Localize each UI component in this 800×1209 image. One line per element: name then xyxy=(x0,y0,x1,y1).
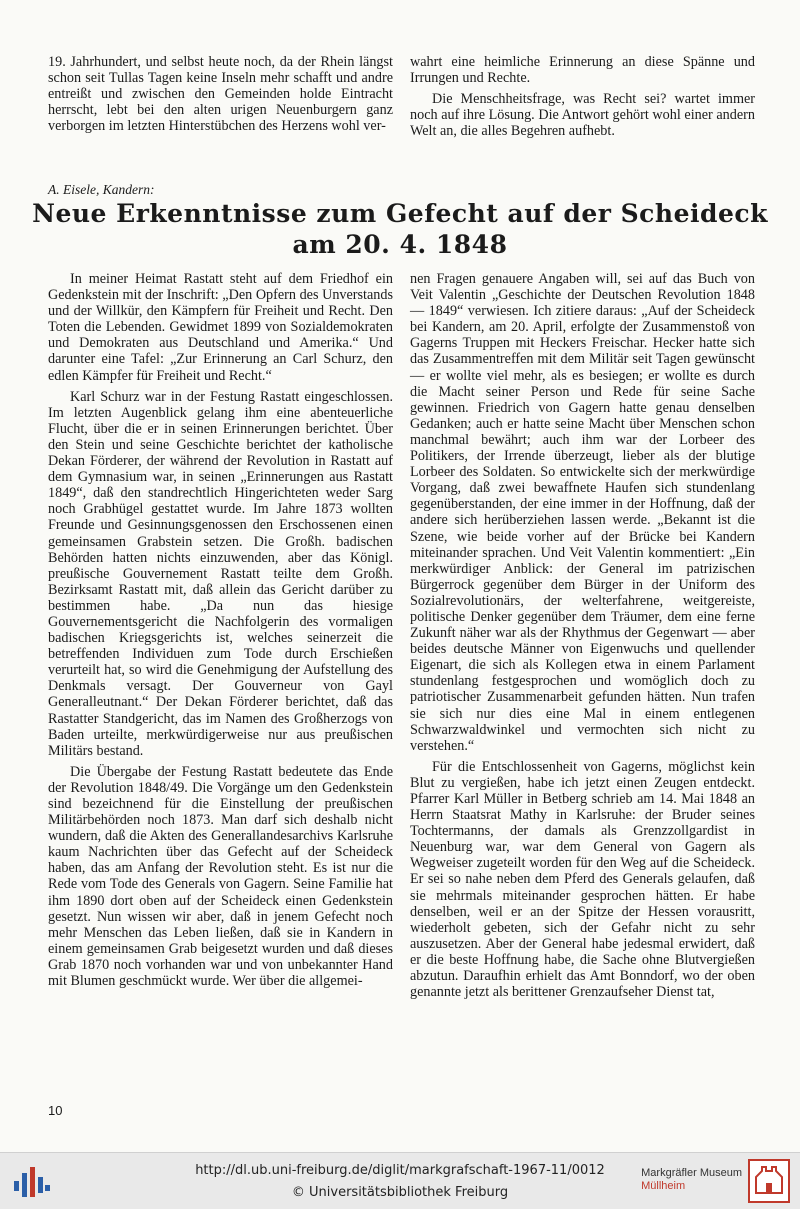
article-paragraph: Für die Entschlossenheit von Gagerns, möglichst kein Blut zu vergießen, habe ich jetzt einen Zeugen entdeckt. Pfarrer Karl Müller in Betberg schrieb am 14. Mai 1848 an Herrn Staatsrat Mathy in Karlsruhe: der Bruder seines Tochtermanns, der damals als Grenzzollgardist in Neuenburg war, war dem General von Gagern als Wegweiser zugeteilt worden für den Weg auf die Scheideck. Er sei so nahe neben dem Pferd des Generals gelaufen, daß sie mehrmals miteinander gesprochen hätten. Er habe denselben, weil er an der Spitze der Hessen vorausritt, wiederholt gebeten, sich der Gefahr nicht zu sehr auszusetzen. Aber der General habe jedesmal erwidert, daß er die beste Hoffnung habe, die Sache ohne Blutvergießen abzutun. Daraufhin erhielt das Amt Bonndorf, wo der oben genannte jetzt als berittener Grenzaufseher Dienst tat, xyxy=(410,758,755,1001)
top-left-paragraph: 19. Jahrhundert, und selbst heute noch, da der Rhein längst schon seit Tullas Tagen keine Inseln mehr schafft und andre entreißt und zwischen den Gemeinden holde Eintracht herrscht, lebt bei den alten urigen Neuenburgern ganz verborgen im letzten Hinterstübchen des Herzens wohl ver- xyxy=(48,54,393,135)
article-title-line-1: Neue Erkenntnisse zum Gefecht auf der Scheideck xyxy=(32,199,768,228)
museum-place: Müllheim xyxy=(641,1180,686,1192)
article-paragraph: Die Übergabe der Festung Rastatt bedeutete das Ende der Revolution 1848/49. Die Vorgänge um den Gedenkstein sind bezeichnend für die Einstellung der preußischen Militärbehörden noch 1873. Man darf sich deshalb nicht wundern, daß die Akten des Generallandesarchivs Karlsruhe kaum Nachrichten über das Gefecht auf der Scheideck haben, das am Anfang der Revolution steht. Es ist nur die Rede vom Tode des Generals von Gagern. Seine Familie hat ihm 1890 dort oben auf der Scheideck einen Gedenkstein gesetzt. Nun wissen wir aber, daß in jenem Gefecht noch mehr Menschen das Leben ließen, daß sie in Kandern in einem gemeinsamen Grab beigesetzt wurden und daß dieses Grab 1870 noch vorhanden war und von unbekannter Hand mit Blumen geschmückt wurde. Wer über die allgemei- xyxy=(48,763,393,990)
museum-label xyxy=(641,1167,742,1193)
article-author: A. Eisele, Kandern: xyxy=(48,182,155,197)
page-number: 10 xyxy=(48,1103,63,1118)
top-right-paragraph-1: wahrt eine heimliche Erinnerung an diese Spänne und Irrungen und Rechte. xyxy=(410,54,755,87)
top-left-column xyxy=(48,54,393,134)
article-title-line-2: am 20. 4. 1848 xyxy=(292,230,508,259)
article-paragraph: In meiner Heimat Rastatt steht auf dem Friedhof ein Gedenkstein mit der Inschrift: „Den Opfern des Unverstands und der Willkür, den Kämpfern für Freiheit und Recht. Den Toten die Lebenden. Gewidmet 1899 von Sozialdemokraten und Demokraten aus Deutschland und Amerika.“ Und darunter eine Tafel: „Zur Erinnerung an Carl Schurz, den edlen Kämpfer für Freiheit und Recht.“ xyxy=(48,271,393,384)
top-right-paragraph-2: Die Menschheitsfrage, was Recht sei? wartet immer noch auf ihre Lösung. Die Antwort gehört wohl einer andern Welt an, die alles Begehren aufhebt. xyxy=(410,91,755,140)
source-url-link[interactable]: http://dl.ub.uni-freiburg.de/diglit/markgrafschaft-1967-11/0012 xyxy=(195,1163,605,1178)
article-paragraph: Karl Schurz war in der Festung Rastatt eingeschlossen. Im letzten Augenblick gelang ihm eine abenteuerliche Flucht, über die er in seinen Erinnerungen berichtet. Über den Stein und seine Geschichte berichtet der katholische Dekan Förderer, der während der Revolution in Rastatt auf dem Gymnasium war, in seinen „Erinnerungen aus Rastatt 1849“, daß den standrechtlich Hingerichteten weder Sarg noch Grabhügel gestattet wurde. Im Jahre 1873 wollten Freunde und Gesinnungsgenossen den Erschossenen einen gemeinsamen Grabstein setzen. Die Großh. badischen Behörden hatten nichts einzuwenden, aber das Königl. preußische Gouvernement Rastatt teilte dem Großh. Bezirksamt Rastatt mit, daß allein das Gericht darüber zu bestimmen habe. „Da nun das hiesige Gouvernementsgericht die Nachfolgerin des vormaligen badischen Kriegsgerichts ist, welches seinerzeit die betreffenden Individuen zum Tode durch Erschießen verurteilt hat, so wird die Genehmigung der Aufstellung des Denkmals versagt. Der Gouverneur von Gayl Generalleutnant.“ Der Dekan Förderer berichtet, daß das Rastatter Standgericht, das im Namen des Großherzogs von Baden urteilte, merkwürdigerweise nur aus preußischen Militärs bestand. xyxy=(48,388,393,759)
article-left-column xyxy=(48,271,393,989)
museum-logo-icon xyxy=(748,1159,790,1203)
top-right-column xyxy=(410,54,755,139)
footer-bar xyxy=(0,1152,800,1209)
article-right-column xyxy=(410,271,755,1000)
article-paragraph: nen Fragen genauere Angaben will, sei auf das Buch von Veit Valentin „Geschichte der Deutschen Revolution 1848 — 1849“ verwiesen. Ich zitiere daraus: „Auf der Scheideck bei Kandern, am 20. April, erfolgte der Zusammenstoß von Gagerns Truppen mit Heckers Freischar. Hecker hatte sich das Zusammentreffen mit dem Militär seit Tagen gewünscht — er wollte viel mehr, als es besiegen; er wollte es durch die Macht seiner Person und Rede für seine Sache gewinnen. Friedrich von Gagern hatte genau denselben Gedanken; auch er hatte seine Macht über Menschen schon manchmal bewährt; auch ihm war der Lorbeer des Politikers, der Irrende überzeugt, lieber als der blutige Lorbeer des Soldaten. So entwickelte sich der merkwürdige Vorgang, daß zwei bewaffnete Haufen sich stundenlang gegenüberstanden, der eine immer in der Hoffnung, daß der andere sich herüberziehen lassen werde. „Bekannt ist die Szene, wie beide vorher auf der Brücke bei Kandern miteinander sprachen. Und Veit Valentin kommentiert: „Ein merkwürdiger Anblick: der General im patrizischen Bürgerrock gegenüber dem Bürger in der Uniform des Sozialrevolutionärs, der welterfahrene, weitgereiste, politische Denker gegenüber dem Träumer, dem eine ferne Zukunft näher war als der Rhythmus der Gegenwart — aber beides deutsche Männer von Eigenwuchs und quellender Eigenart, die sich als Kollegen etwa in einem Parlament stundenlang festgesprochen und womöglich doch zu patriotischer Zusammenarbeit gefunden hätten. Nun trafen sie sich nur dies eine Mal in einem entlegenen Schwarzwaldwinkel und vermochten sich nicht zu verstehen.“ xyxy=(410,271,755,754)
museum-name: Markgräfler Museum xyxy=(641,1167,742,1179)
copyright-text: © Universitätsbibliothek Freiburg xyxy=(291,1185,509,1200)
